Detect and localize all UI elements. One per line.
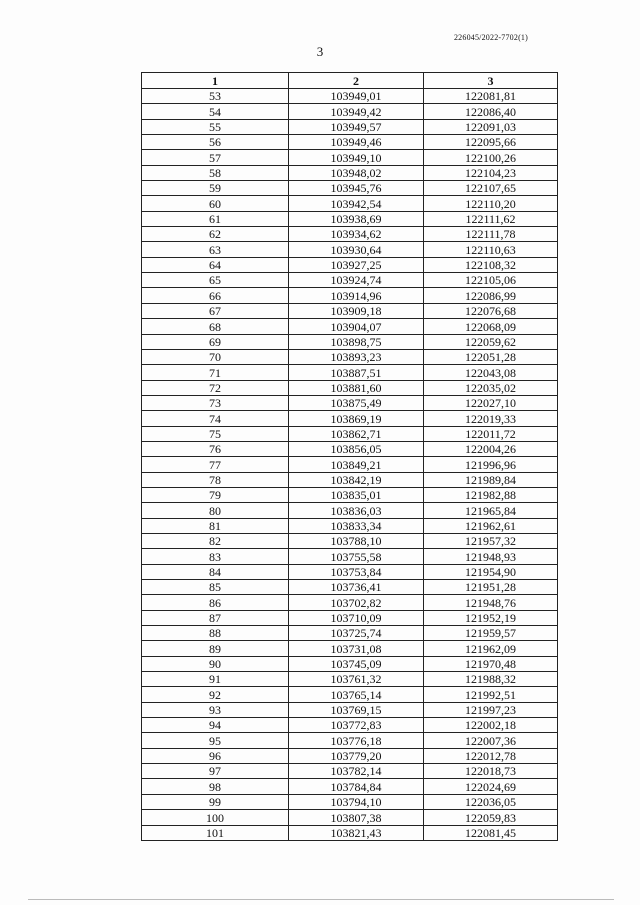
table-row [142,549,558,564]
point-number-cell: 91 [142,672,289,687]
x-coordinate-cell: 103948,02 [289,165,424,180]
point-number-cell: 101 [142,825,289,840]
x-coordinate-cell: 103842,19 [289,472,424,487]
point-number-cell: 85 [142,580,289,595]
point-number-cell: 61 [142,211,289,226]
table-row [142,748,558,763]
point-number-cell: 92 [142,687,289,702]
table-row [142,196,558,211]
x-coordinate-cell: 103898,75 [289,334,424,349]
point-number-cell: 99 [142,794,289,809]
y-coordinate-cell: 122059,62 [424,334,558,349]
x-coordinate-cell: 103869,19 [289,411,424,426]
x-coordinate-cell: 103914,96 [289,288,424,303]
y-coordinate-cell: 122027,10 [424,395,558,410]
y-coordinate-cell: 122086,99 [424,288,558,303]
y-coordinate-cell: 121970,48 [424,656,558,671]
table-row [142,273,558,288]
table-row [142,672,558,687]
y-coordinate-cell: 122076,68 [424,303,558,318]
table-header-row [142,73,558,89]
x-coordinate-cell: 103835,01 [289,487,424,502]
table-row [142,119,558,134]
x-coordinate-cell: 103725,74 [289,626,424,641]
point-number-cell: 83 [142,549,289,564]
x-coordinate-cell: 103862,71 [289,426,424,441]
y-coordinate-cell: 122110,63 [424,242,558,257]
y-coordinate-cell: 122111,78 [424,227,558,242]
point-number-cell: 68 [142,319,289,334]
x-coordinate-cell: 103710,09 [289,610,424,625]
table-row [142,794,558,809]
x-coordinate-cell: 103731,08 [289,641,424,656]
x-coordinate-cell: 103753,84 [289,564,424,579]
table-row [142,457,558,472]
y-coordinate-cell: 122086,40 [424,104,558,119]
point-number-cell: 96 [142,748,289,763]
y-coordinate-cell: 122111,62 [424,211,558,226]
x-coordinate-cell: 103782,14 [289,764,424,779]
table-row [142,702,558,717]
y-coordinate-cell: 121962,09 [424,641,558,656]
y-coordinate-cell: 122002,18 [424,718,558,733]
point-number-cell: 77 [142,457,289,472]
x-coordinate-cell: 103875,49 [289,395,424,410]
point-number-cell: 72 [142,380,289,395]
x-coordinate-cell: 103909,18 [289,303,424,318]
x-coordinate-cell: 103945,76 [289,181,424,196]
y-coordinate-cell: 122011,72 [424,426,558,441]
point-number-cell: 71 [142,365,289,380]
table-row [142,334,558,349]
table-row [142,211,558,226]
x-coordinate-cell: 103930,64 [289,242,424,257]
table-row [142,825,558,840]
point-number-cell: 95 [142,733,289,748]
y-coordinate-cell: 122105,06 [424,273,558,288]
y-coordinate-cell: 122035,02 [424,380,558,395]
column-header: 2 [289,73,424,89]
point-number-cell: 54 [142,104,289,119]
point-number-cell: 59 [142,181,289,196]
y-coordinate-cell: 122107,65 [424,181,558,196]
point-number-cell: 62 [142,227,289,242]
x-coordinate-cell: 103904,07 [289,319,424,334]
table-row [142,365,558,380]
point-number-cell: 58 [142,165,289,180]
y-coordinate-cell: 122036,05 [424,794,558,809]
y-coordinate-cell: 121992,51 [424,687,558,702]
table-row [142,810,558,825]
y-coordinate-cell: 122004,26 [424,441,558,456]
table-row [142,503,558,518]
table-row [142,242,558,257]
table-row [142,411,558,426]
x-coordinate-cell: 103761,32 [289,672,424,687]
y-coordinate-cell: 121957,32 [424,533,558,548]
x-coordinate-cell: 103856,05 [289,441,424,456]
point-number-cell: 84 [142,564,289,579]
y-coordinate-cell: 121962,61 [424,518,558,533]
table-row [142,564,558,579]
x-coordinate-cell: 103794,10 [289,794,424,809]
x-coordinate-cell: 103949,01 [289,89,424,104]
y-coordinate-cell: 122018,73 [424,764,558,779]
x-coordinate-cell: 103942,54 [289,196,424,211]
point-number-cell: 75 [142,426,289,441]
y-coordinate-cell: 122051,28 [424,349,558,364]
table-row [142,227,558,242]
table-row [142,257,558,272]
y-coordinate-cell: 121948,93 [424,549,558,564]
x-coordinate-cell: 103776,18 [289,733,424,748]
point-number-cell: 66 [142,288,289,303]
point-number-cell: 82 [142,533,289,548]
x-coordinate-cell: 103938,69 [289,211,424,226]
x-coordinate-cell: 103949,57 [289,119,424,134]
y-coordinate-cell: 122104,23 [424,165,558,180]
point-number-cell: 79 [142,487,289,502]
table-row [142,135,558,150]
column-header: 1 [142,73,289,89]
x-coordinate-cell: 103893,23 [289,349,424,364]
point-number-cell: 74 [142,411,289,426]
y-coordinate-cell: 122095,66 [424,135,558,150]
table-row [142,656,558,671]
table-row [142,395,558,410]
point-number-cell: 88 [142,626,289,641]
table-row [142,380,558,395]
x-coordinate-cell: 103949,10 [289,150,424,165]
x-coordinate-cell: 103772,83 [289,718,424,733]
x-coordinate-cell: 103949,42 [289,104,424,119]
y-coordinate-cell: 121988,32 [424,672,558,687]
table-row [142,165,558,180]
y-coordinate-cell: 121959,57 [424,626,558,641]
table-row [142,533,558,548]
point-number-cell: 98 [142,779,289,794]
point-number-cell: 94 [142,718,289,733]
x-coordinate-cell: 103833,34 [289,518,424,533]
table-body [142,89,558,841]
x-coordinate-cell: 103788,10 [289,533,424,548]
table-row [142,181,558,196]
x-coordinate-cell: 103927,25 [289,257,424,272]
point-number-cell: 86 [142,595,289,610]
table-row [142,441,558,456]
table-row [142,319,558,334]
y-coordinate-cell: 121996,96 [424,457,558,472]
point-number-cell: 97 [142,764,289,779]
y-coordinate-cell: 122081,45 [424,825,558,840]
point-number-cell: 65 [142,273,289,288]
table-row [142,426,558,441]
table-row [142,89,558,104]
table-row [142,580,558,595]
point-number-cell: 73 [142,395,289,410]
table-row [142,150,558,165]
point-number-cell: 55 [142,119,289,134]
x-coordinate-cell: 103924,74 [289,273,424,288]
table-row [142,733,558,748]
y-coordinate-cell: 121948,76 [424,595,558,610]
y-coordinate-cell: 122110,20 [424,196,558,211]
x-coordinate-cell: 103702,82 [289,595,424,610]
page-number: 3 [316,44,324,59]
page-edge-line [28,899,614,900]
x-coordinate-cell: 103765,14 [289,687,424,702]
y-coordinate-cell: 122024,69 [424,779,558,794]
x-coordinate-cell: 103949,46 [289,135,424,150]
y-coordinate-cell: 122081,81 [424,89,558,104]
point-number-cell: 100 [142,810,289,825]
y-coordinate-cell: 122068,09 [424,319,558,334]
point-number-cell: 87 [142,610,289,625]
point-number-cell: 81 [142,518,289,533]
point-number-cell: 69 [142,334,289,349]
point-number-cell: 70 [142,349,289,364]
x-coordinate-cell: 103849,21 [289,457,424,472]
table-row [142,718,558,733]
y-coordinate-cell: 121982,88 [424,487,558,502]
y-coordinate-cell: 122091,03 [424,119,558,134]
y-coordinate-cell: 121989,84 [424,472,558,487]
point-number-cell: 90 [142,656,289,671]
point-number-cell: 63 [142,242,289,257]
y-coordinate-cell: 121965,84 [424,503,558,518]
document-id: 226045/2022-7702(1) [453,33,528,42]
y-coordinate-cell: 121954,90 [424,564,558,579]
table-row [142,487,558,502]
table-row [142,779,558,794]
point-number-cell: 67 [142,303,289,318]
x-coordinate-cell: 103736,41 [289,580,424,595]
table-row [142,610,558,625]
point-number-cell: 78 [142,472,289,487]
y-coordinate-cell: 121951,28 [424,580,558,595]
x-coordinate-cell: 103755,58 [289,549,424,564]
y-coordinate-cell: 122007,36 [424,733,558,748]
point-number-cell: 57 [142,150,289,165]
y-coordinate-cell: 122108,32 [424,257,558,272]
point-number-cell: 60 [142,196,289,211]
coordinates-table [141,72,558,841]
table-row [142,595,558,610]
table-row [142,518,558,533]
table-row [142,288,558,303]
column-header: 3 [424,73,558,89]
point-number-cell: 56 [142,135,289,150]
x-coordinate-cell: 103807,38 [289,810,424,825]
x-coordinate-cell: 103779,20 [289,748,424,763]
table-row [142,764,558,779]
table-row [142,104,558,119]
x-coordinate-cell: 103745,09 [289,656,424,671]
table-row [142,349,558,364]
y-coordinate-cell: 121997,23 [424,702,558,717]
point-number-cell: 64 [142,257,289,272]
x-coordinate-cell: 103887,51 [289,365,424,380]
y-coordinate-cell: 122043,08 [424,365,558,380]
x-coordinate-cell: 103821,43 [289,825,424,840]
y-coordinate-cell: 121952,19 [424,610,558,625]
y-coordinate-cell: 122019,33 [424,411,558,426]
x-coordinate-cell: 103836,03 [289,503,424,518]
table-row [142,626,558,641]
point-number-cell: 53 [142,89,289,104]
y-coordinate-cell: 122012,78 [424,748,558,763]
table-row [142,303,558,318]
x-coordinate-cell: 103769,15 [289,702,424,717]
table-row [142,472,558,487]
table-row [142,641,558,656]
x-coordinate-cell: 103934,62 [289,227,424,242]
point-number-cell: 76 [142,441,289,456]
y-coordinate-cell: 122100,26 [424,150,558,165]
x-coordinate-cell: 103881,60 [289,380,424,395]
y-coordinate-cell: 122059,83 [424,810,558,825]
point-number-cell: 89 [142,641,289,656]
table-row [142,687,558,702]
point-number-cell: 93 [142,702,289,717]
point-number-cell: 80 [142,503,289,518]
x-coordinate-cell: 103784,84 [289,779,424,794]
